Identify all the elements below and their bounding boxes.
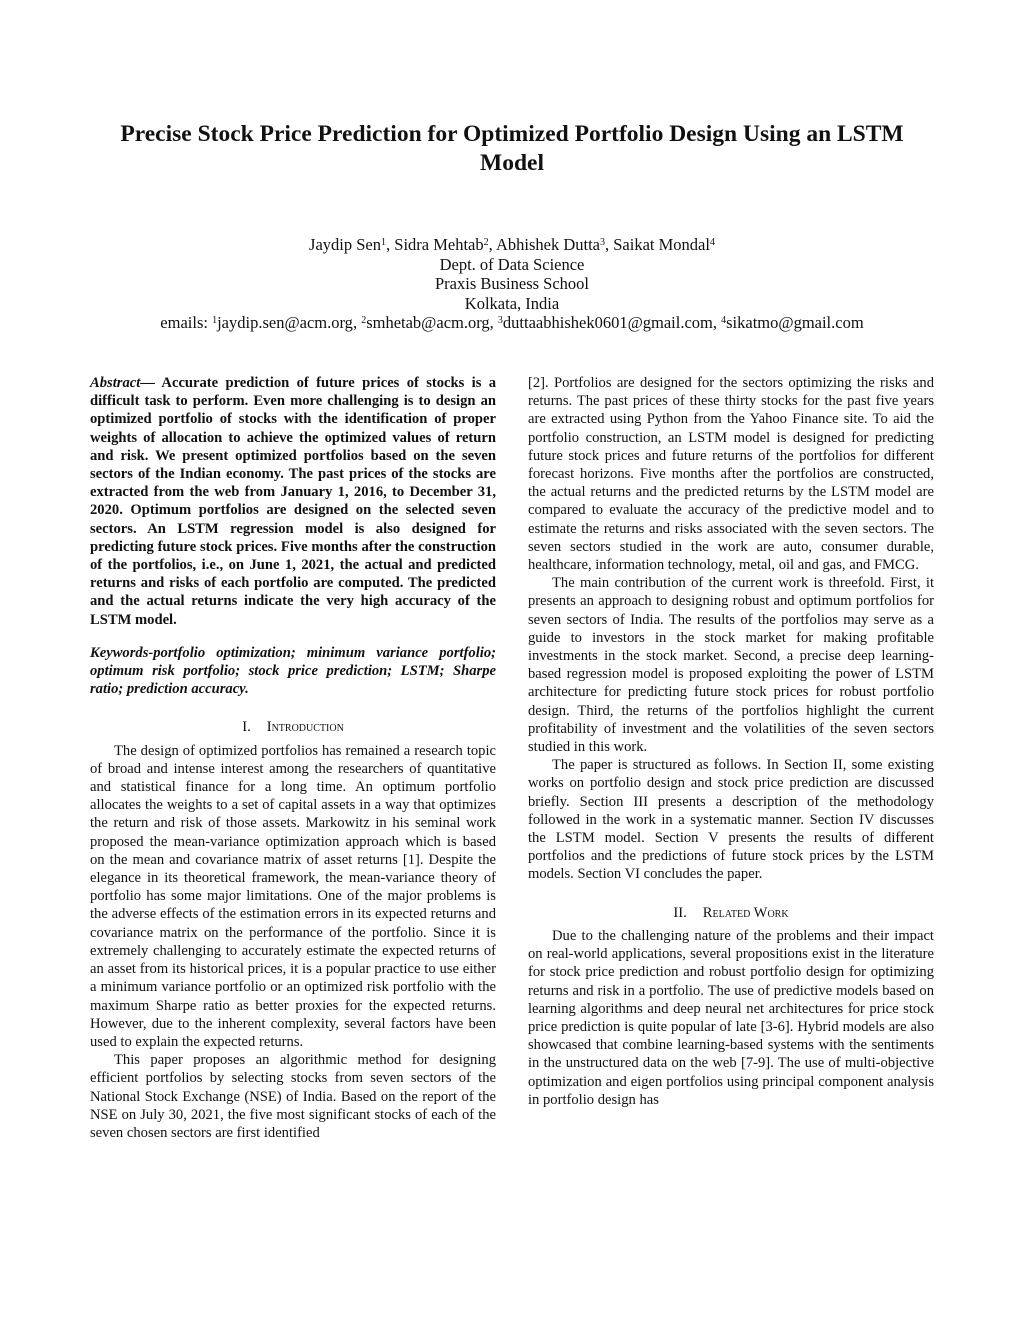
email: smhetab@acm.org (366, 313, 490, 332)
paragraph: The design of optimized portfolios has remained a research topic of broad and intense interest among the researchers of quantitative and statistical finance for a long time. An optimum portfolio allocates the weights to a set of capital assets in a way that optimizes the return and risk of those assets. Markowitz in his seminal work proposed the mean-variance optimization approach which is based on the mean and covariance matrix of asset returns [1]. Despite the elegance in its theoretical framework, the mean-variance theory of portfolio has some major limitations. One of the major problems is the adverse effects of the estimation errors in its expected returns and covariance matrix on the performance of the portfolio. Since it is extremely challenging to accurately estimate the expected returns of an asset from its historical prices, it is a popular practice to use either a minimum variance portfolio or an optimized risk portfolio with the maximum Sharpe ratio as better proxies for the expected returns. However, due to the inherent complexity, several factors have been used to explain the expected returns. (90, 742, 496, 1050)
emails-label: emails: (160, 313, 208, 332)
email-sup: 2 (361, 315, 367, 326)
abstract-label: Abstract (90, 375, 141, 391)
email-sup: 1 (212, 315, 218, 326)
author-emails: emails: $^1$jaydip.sen@acm.org, $^2$smhetab@acm.org, $^3$duttaabhishek0601@gmail.com, $^4$sikatmo@gmail.com (160, 313, 864, 332)
author-location: Kolkata, India (464, 293, 560, 313)
section-heading-related-work (528, 904, 934, 922)
section-number: I. (242, 719, 251, 736)
email-sup: 4 (721, 315, 727, 326)
abstract-dash: — (140, 375, 162, 391)
author-name: Saikat Mondal (613, 235, 710, 254)
author-name: Jaydip Sen (309, 235, 382, 254)
section-number: II. (673, 904, 687, 921)
paragraph: Due to the challenging nature of the problems and their impact on real-world applications, several propositions exist in the literature for stock price prediction and robust portfolio design for optimizing returns and risk in a portfolio. The use of predictive models based on learning algorithms and deep neural net architectures for price stock price prediction is quite popular of late [3-6]. Hybrid models are also showcased that combine learning-based systems with the sentiments in the unstructured data on the web [7-9]. The use of multi-objective optimization and eigen portfolios using principal component analysis in portfolio design has (528, 927, 934, 1108)
author-sup: 3 (600, 237, 605, 248)
abstract-text: Accurate prediction of future prices of stocks is a difficult task to perform. Even more challenging is to design an optimized portfolio of stocks with the identification of proper weights of allocation to achieve the optimized values of return and risk. We present optimized portfolios based on the seven sectors of the Indian economy. The past prices of the stocks are extracted from the web from January 1, 2016, to December 31, 2020. Optimum portfolios are designed on the selected seven sectors. An LSTM regression model is also designed for predicting future stock prices. Five months after the construction of the portfolios, i.e., on June 1, 2021, the actual and predicted returns and risks of each portfolio are computed. The predicted and the actual returns indicate the very high accuracy of the LSTM model. (90, 375, 497, 628)
right-column (528, 374, 934, 1109)
email: jaydip.sen@acm.org (217, 313, 353, 332)
email: sikatmo@gmail.com (726, 313, 864, 332)
author-name: Abhishek Dutta (495, 235, 600, 254)
abstract (90, 374, 496, 629)
author-block (100, 235, 924, 333)
paragraph: [2]. Portfolios are designed for the sectors optimizing the risks and returns. The past prices of these thirty stocks for the past five years are extracted using Python from the Yahoo Finance site. To aid the portfolio construction, an LSTM model is designed for predicting future stock prices and future returns of the portfolios for different forecast horizons. Five months after the portfolios are constructed, the actual returns and the predicted returns by the LSTM model are compared to evaluate the accuracy of the predictive model and to estimate the returns and risks associated with the seven sectors. The seven sectors studied in the work are auto, consumer durable, healthcare, information technology, metal, oil and gas, and FMCG. (528, 375, 934, 574)
author-sup: 2 (483, 237, 489, 248)
email: duttaabhishek0601@gmail.com (502, 313, 713, 332)
section-heading-introduction (90, 718, 496, 736)
author-dept: Dept. of Data Science (439, 254, 585, 274)
section-title: Introduction (266, 719, 344, 736)
email-sup: 3 (497, 315, 503, 326)
section-title: Related Work (702, 904, 789, 921)
author-school: Praxis Business School (434, 274, 589, 293)
author-sup: 1 (381, 237, 387, 248)
paper-title: Precise Stock Price Prediction for Optimized Portfolio Design Using an LSTM Model (120, 121, 904, 176)
author-names: Jaydip Sen$^1$, Sidra Mehtab$^2$, Abhishek Dutta$^3$, Saikat Mondal$^4$ (309, 235, 715, 254)
keywords: Keywords-portfolio optimization; minimum variance portfolio; optimum risk portfolio; stock price prediction; LSTM; Sharpe ratio; prediction accuracy. (90, 644, 496, 698)
paragraph: The main contribution of the current work is threefold. First, it presents an approach to designing robust and optimum portfolios for seven sectors of India. The results of the portfolios may serve as a guide to investors in the stock market for making profitable investments in the stock market. Second, a precise deep learning-based regression model is proposed exploiting the power of LSTM architecture for predicting future stock prices for robust portfolio design. Third, the returns of the portfolios highlight the current profitability of investment and the volatilities of the seven sectors studied in this work. (528, 575, 934, 756)
paragraph: This paper proposes an algorithmic method for designing efficient portfolios by selecting stocks from seven sectors of the National Stock Exchange (NSE) of India. Based on the report of the NSE on July 30, 2021, the five most significant stocks of each of the seven chosen sectors are first identified (90, 1052, 496, 1141)
author-sup: 4 (709, 237, 715, 248)
author-name: Sidra Mehtab (394, 235, 484, 254)
paragraph: The paper is structured as follows. In Section II, some existing works on portfolio design and stock price prediction are discussed briefly. Section III presents a description of the methodology followed in the work in a systematic manner. Section IV discusses the LSTM model. Section V presents the results of different portfolios and the predictions of future stock prices by the LSTM models. Section VI concludes the paper. (528, 757, 934, 883)
left-column (90, 374, 496, 1142)
